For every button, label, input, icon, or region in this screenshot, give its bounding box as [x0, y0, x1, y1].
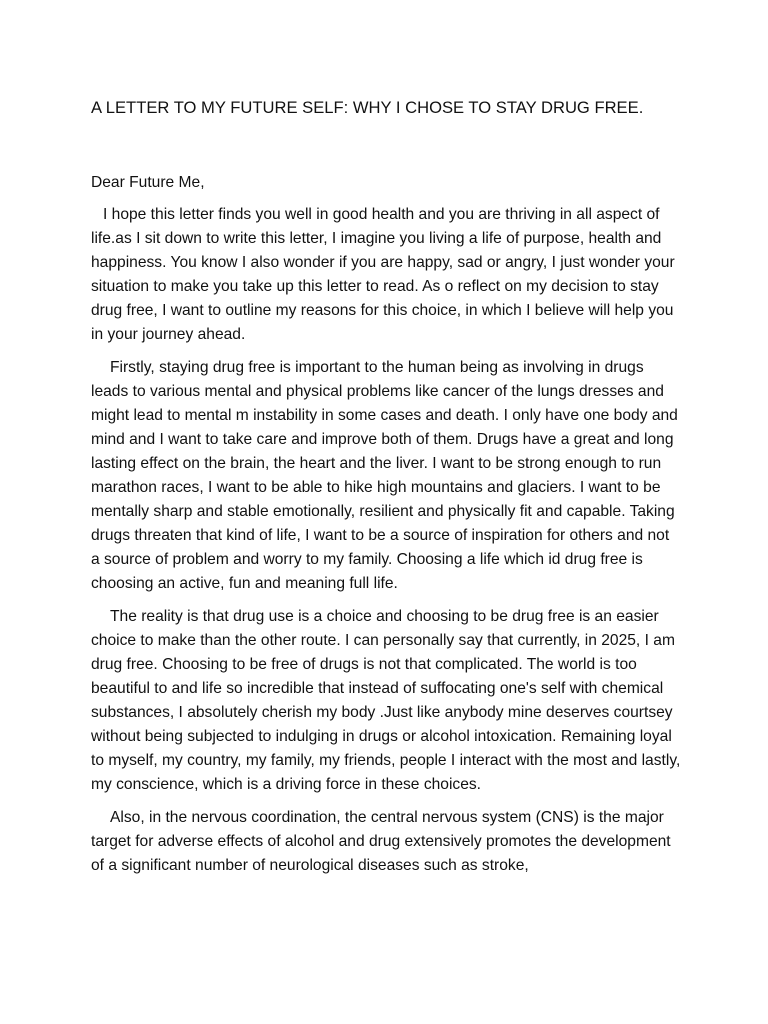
paragraph-intro: I hope this letter finds you well in good health and you are thriving in all aspect of life.as I sit down to write this letter, I imagine you living a life of purpose, health and happiness. You know I also wonder if you are happy, sad or angry, I just wonder your situation to make you take up this letter to read. As o reflect on my decision to stay drug free, I want to outline my reasons for this choice, in which I believe will help you in your journey ahead. — [91, 206, 675, 343]
salutation: Dear Future Me, — [91, 174, 205, 191]
letter-body — [91, 97, 681, 878]
paragraph-nervous-system: Also, in the nervous coordination, the central nervous system (CNS) is the major target for adverse effects of alcohol and drug extensively promotes the development of a significant number of neurological diseases such as stroke, — [91, 809, 671, 874]
letter-title: A LETTER TO MY FUTURE SELF: WHY I CHOSE TO STAY DRUG FREE. — [91, 98, 644, 117]
paragraph-firstly: Firstly, staying drug free is important to the human being as involving in drugs leads to various mental and physical problems like cancer of the lungs dresses and might lead to mental m instability in some cases and death. I only have one body and mind and I want to take care and improve both of them. Drugs have a great and long lasting effect on the brain, the heart and the liver. I want to be strong enough to run marathon races, I want to be able to hike high mountains and glaciers. I want to be mentally sharp and stable emotionally, resilient and physically fit and capable. Taking drugs threaten that kind of life, I want to be a source of inspiration for others and not a source of problem and worry to my family. Choosing a life which id drug free is choosing an active, fun and meaning full life. — [91, 359, 678, 592]
paragraph-reality: The reality is that drug use is a choice and choosing to be drug free is an easier choice to make than the other route. I can personally say that currently, in 2025, I am drug free. Choosing to be free of drugs is not that complicated. The world is too beautiful to and life so incredible that instead of suffocating one's self with chemical substances, I absolutely cherish my body .Just like anybody mine deserves courtsey without being subjected to indulging in drugs or alcohol intoxication. Remaining loyal to myself, my country, my family, my friends, people I interact with the most and lastly, my conscience, which is a driving force in these choices. — [91, 608, 681, 793]
